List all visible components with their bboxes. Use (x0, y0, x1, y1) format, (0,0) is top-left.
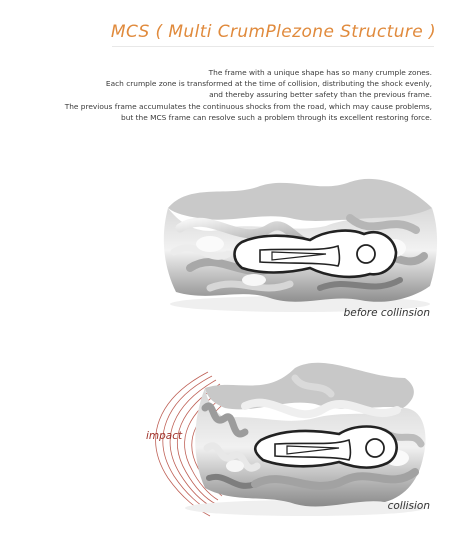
description-line: but the MCS frame can resolve such a problem through its excellent restoring force. (121, 112, 432, 122)
description-line: The previous frame accumulates the continuous shocks from the road, which may cause problems, (64, 101, 432, 111)
heading-rule (112, 46, 434, 47)
page-title: MCS ( Multi CrumPlezone Structure ) (110, 22, 436, 42)
frame-collision-illustration (135, 348, 435, 520)
description-line: and thereby assuring better safety than the previous frame. (209, 90, 432, 100)
description-line: Each crumple zone is transformed at the time of collision, distributing the shock evenly, (105, 79, 432, 89)
caption-before-collision: before collinsion (343, 307, 430, 319)
description-line: The frame with a unique shape has so many crumple zones. (208, 68, 432, 77)
frame-before-collision-illustration (150, 168, 446, 318)
description-text (8, 67, 432, 123)
caption-collision: collision (387, 500, 430, 512)
impact-label: impact (146, 430, 183, 442)
